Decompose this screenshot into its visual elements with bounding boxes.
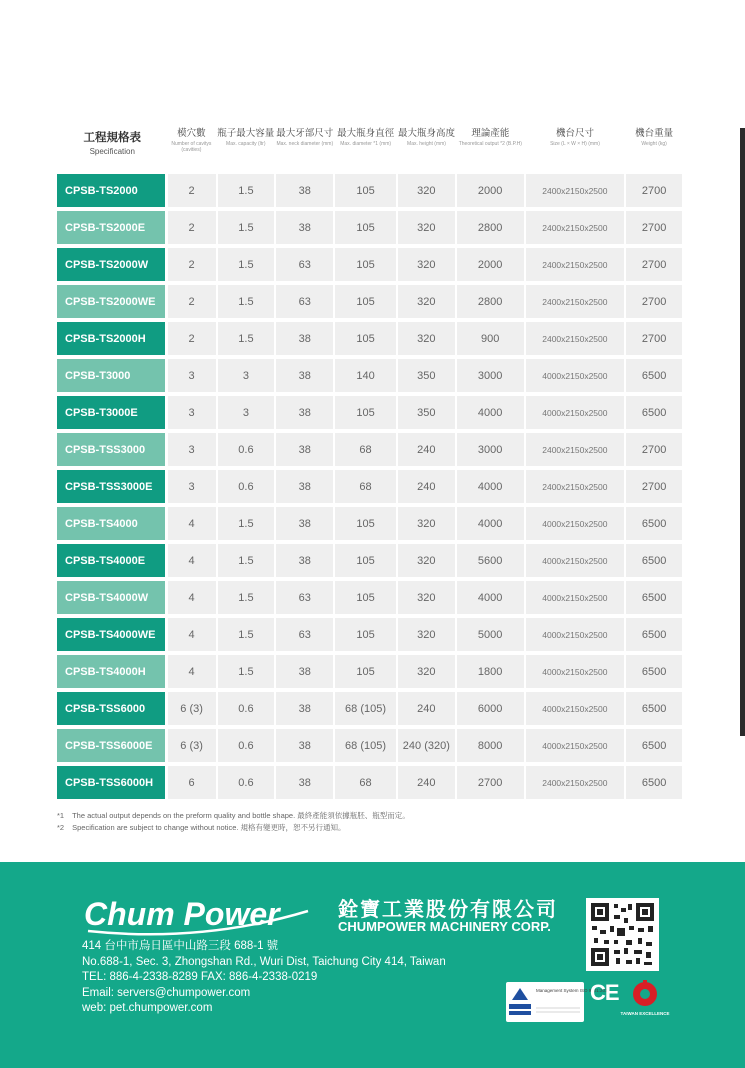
- footnote: [57, 822, 410, 834]
- footnote-text: The actual output depends on the preform quality and bottle shape. 最終產能須依據瓶胚、瓶型而定。: [72, 811, 410, 820]
- table-row: [57, 507, 682, 540]
- header-capacity: [217, 128, 274, 170]
- cell-size: 4000x2150x2500: [526, 692, 625, 725]
- cell-height: 240 (320): [398, 729, 455, 762]
- cell-weight: 6500: [626, 655, 682, 688]
- taiwan-excellence-label: TAIWAN EXCELLENCE: [620, 1011, 670, 1016]
- footnote: [57, 810, 410, 822]
- cell-dia: 105: [335, 581, 396, 614]
- cell-dia: 68: [335, 470, 396, 503]
- cell-neck: 38: [276, 359, 333, 392]
- footnotes: [57, 810, 410, 834]
- cell-cap: 1.5: [218, 544, 275, 577]
- cell-dia: 140: [335, 359, 396, 392]
- model-name: CPSB-TSS3000: [57, 433, 165, 466]
- model-name: CPSB-T3000E: [57, 396, 165, 429]
- cell-size: 2400x2150x2500: [526, 433, 625, 466]
- cell-size: 2400x2150x2500: [526, 174, 625, 207]
- cell-weight: 6500: [626, 581, 682, 614]
- cell-output: 4000: [457, 396, 524, 429]
- cell-neck: 38: [276, 211, 333, 244]
- header-label-en: Max. capacity (ltr): [226, 141, 266, 147]
- header-label-zh: 最大牙部尺寸: [276, 128, 334, 139]
- cell-output: 6000: [457, 692, 524, 725]
- email-link[interactable]: Email: servers@chumpower.com: [82, 986, 251, 999]
- page-edge-strip: [740, 128, 745, 736]
- cell-cap: 1.5: [218, 322, 275, 355]
- phone-fax: TEL: 886-4-2338-8289 FAX: 886-4-2338-0219: [82, 971, 318, 983]
- table-row: [57, 211, 682, 244]
- cell-output: 5000: [457, 618, 524, 651]
- cell-dia: 105: [335, 211, 396, 244]
- cell-neck: 38: [276, 470, 333, 503]
- cell-cav: 4: [168, 544, 216, 577]
- cell-neck: 63: [276, 581, 333, 614]
- cell-weight: 2700: [626, 248, 682, 281]
- cell-output: 2800: [457, 285, 524, 318]
- contact-block: [82, 939, 446, 1017]
- cell-height: 240: [398, 433, 455, 466]
- table-row: [57, 470, 682, 503]
- cell-weight: 6500: [626, 618, 682, 651]
- table-row: [57, 359, 682, 392]
- model-name: CPSB-TS2000W: [57, 248, 165, 281]
- cell-cav: 4: [168, 655, 216, 688]
- table-row: [57, 544, 682, 577]
- table-row: [57, 174, 682, 207]
- table-body: [57, 174, 682, 799]
- qr-code-icon[interactable]: [586, 898, 659, 971]
- cell-height: 320: [398, 211, 455, 244]
- cell-size: 2400x2150x2500: [526, 322, 625, 355]
- cell-dia: 68 (105): [335, 692, 396, 725]
- cell-output: 4000: [457, 581, 524, 614]
- header-cavities: [168, 128, 216, 170]
- model-name: CPSB-TS2000H: [57, 322, 165, 355]
- cell-dia: 105: [335, 544, 396, 577]
- cell-dia: 68: [335, 433, 396, 466]
- cell-neck: 38: [276, 692, 333, 725]
- table-row: [57, 766, 682, 799]
- header-label-en: Max. height (mm): [407, 141, 446, 147]
- taiwan-excellence-icon: [620, 978, 670, 1026]
- cell-cap: 1.5: [218, 581, 275, 614]
- header-title-zh: 工程規格表: [83, 132, 141, 144]
- cell-weight: 2700: [626, 285, 682, 318]
- cell-cav: 4: [168, 507, 216, 540]
- header-label-zh: 機台重量: [635, 128, 674, 139]
- cell-neck: 38: [276, 729, 333, 762]
- cell-weight: 2700: [626, 211, 682, 244]
- cell-neck: 38: [276, 174, 333, 207]
- model-name: CPSB-TS2000WE: [57, 285, 165, 318]
- cell-neck: 38: [276, 766, 333, 799]
- cell-neck: 38: [276, 322, 333, 355]
- cell-neck: 38: [276, 396, 333, 429]
- cell-cap: 1.5: [218, 655, 275, 688]
- model-name: CPSB-TS4000H: [57, 655, 165, 688]
- header-diameter: [335, 128, 396, 170]
- header-title-en: Specification: [89, 147, 135, 156]
- cell-cap: 1.5: [218, 248, 275, 281]
- table-row: [57, 729, 682, 762]
- cell-size: 4000x2150x2500: [526, 618, 625, 651]
- cell-output: 3000: [457, 433, 524, 466]
- model-name: CPSB-TS4000W: [57, 581, 165, 614]
- cell-size: 4000x2150x2500: [526, 359, 625, 392]
- cell-output: 4000: [457, 507, 524, 540]
- cell-dia: 105: [335, 285, 396, 318]
- cell-cap: 0.6: [218, 729, 275, 762]
- cell-weight: 2700: [626, 174, 682, 207]
- cell-neck: 63: [276, 285, 333, 318]
- cell-cap: 0.6: [218, 692, 275, 725]
- cell-cap: 1.5: [218, 174, 275, 207]
- header-weight: [626, 128, 682, 170]
- model-name: CPSB-TS4000: [57, 507, 165, 540]
- cell-neck: 38: [276, 507, 333, 540]
- cell-cav: 2: [168, 248, 216, 281]
- header-spec: [57, 128, 168, 170]
- cell-dia: 105: [335, 618, 396, 651]
- cell-output: 900: [457, 322, 524, 355]
- cell-weight: 6500: [626, 544, 682, 577]
- model-name: CPSB-TS2000: [57, 174, 165, 207]
- cell-height: 350: [398, 359, 455, 392]
- header-label-zh: 最大瓶身直徑: [337, 128, 395, 139]
- cell-output: 4000: [457, 470, 524, 503]
- header-label-zh: 理論產能: [471, 128, 510, 139]
- cell-size: 4000x2150x2500: [526, 729, 625, 762]
- footer-band: [0, 862, 745, 1068]
- cell-cav: 2: [168, 174, 216, 207]
- model-name: CPSB-TS4000E: [57, 544, 165, 577]
- cell-output: 5600: [457, 544, 524, 577]
- cert-label: Management System ISO 9001:2015: [536, 988, 611, 993]
- company-name-en: CHUMPOWER MACHINERY CORP.: [338, 919, 551, 934]
- cell-height: 320: [398, 285, 455, 318]
- cell-height: 320: [398, 581, 455, 614]
- cell-weight: 6500: [626, 507, 682, 540]
- cell-height: 320: [398, 507, 455, 540]
- cell-cap: 1.5: [218, 507, 275, 540]
- cell-cap: 3: [218, 359, 275, 392]
- model-name: CPSB-TSS6000: [57, 692, 165, 725]
- table-row: [57, 285, 682, 318]
- cell-size: 2400x2150x2500: [526, 285, 625, 318]
- cell-weight: 2700: [626, 322, 682, 355]
- table-header: [57, 128, 682, 170]
- cell-output: 1800: [457, 655, 524, 688]
- cell-output: 2000: [457, 248, 524, 281]
- footnote-mark: *1: [57, 811, 65, 820]
- model-name: CPSB-TS2000E: [57, 211, 165, 244]
- cell-neck: 63: [276, 618, 333, 651]
- cell-height: 320: [398, 655, 455, 688]
- cell-cav: 6 (3): [168, 729, 216, 762]
- cell-weight: 6500: [626, 692, 682, 725]
- cell-cap: 1.5: [218, 285, 275, 318]
- cell-cap: 0.6: [218, 470, 275, 503]
- footnote-mark: *2: [57, 823, 65, 832]
- model-name: CPSB-TS4000WE: [57, 618, 165, 651]
- cell-dia: 105: [335, 655, 396, 688]
- model-name: CPSB-TSS6000E: [57, 729, 165, 762]
- cell-cav: 4: [168, 618, 216, 651]
- table-row: [57, 692, 682, 725]
- table-row: [57, 655, 682, 688]
- cell-dia: 68: [335, 766, 396, 799]
- table-row: [57, 322, 682, 355]
- model-name: CPSB-TSS6000H: [57, 766, 165, 799]
- cell-height: 350: [398, 396, 455, 429]
- header-label-en: Number of cavitys (cavities): [171, 141, 212, 153]
- cell-weight: 2700: [626, 433, 682, 466]
- cell-size: 4000x2150x2500: [526, 581, 625, 614]
- cell-cap: 1.5: [218, 618, 275, 651]
- cell-cav: 3: [168, 433, 216, 466]
- cell-neck: 38: [276, 655, 333, 688]
- company-name-zh: 銓寶工業股份有限公司: [338, 899, 558, 921]
- cell-cav: 3: [168, 396, 216, 429]
- cell-height: 320: [398, 618, 455, 651]
- cell-height: 320: [398, 544, 455, 577]
- cell-weight: 6500: [626, 359, 682, 392]
- cell-height: 320: [398, 174, 455, 207]
- model-name: CPSB-T3000: [57, 359, 165, 392]
- cell-output: 2800: [457, 211, 524, 244]
- header-neck: [276, 128, 333, 170]
- cell-cap: 3: [218, 396, 275, 429]
- cell-weight: 6500: [626, 766, 682, 799]
- cell-cav: 3: [168, 359, 216, 392]
- cell-dia: 105: [335, 248, 396, 281]
- table-row: [57, 581, 682, 614]
- cell-weight: 6500: [626, 396, 682, 429]
- cell-cap: 0.6: [218, 433, 275, 466]
- table-row: [57, 248, 682, 281]
- chum-power-logo: [82, 891, 314, 941]
- cell-cav: 3: [168, 470, 216, 503]
- cell-size: 4000x2150x2500: [526, 544, 625, 577]
- header-label-zh: 機台尺寸: [555, 128, 594, 139]
- header-label-en: Size (L × W × H) (mm): [550, 141, 600, 147]
- cell-size: 2400x2150x2500: [526, 248, 625, 281]
- table-row: [57, 433, 682, 466]
- cell-height: 240: [398, 766, 455, 799]
- header-label-zh: 模穴數: [177, 128, 206, 139]
- cell-size: 2400x2150x2500: [526, 470, 625, 503]
- table-row: [57, 396, 682, 429]
- header-label-en: Max. neck diameter (mm): [276, 141, 334, 147]
- cell-output: 8000: [457, 729, 524, 762]
- cell-height: 320: [398, 322, 455, 355]
- header-size: [526, 128, 625, 170]
- header-label-en: Max. diameter *1 (mm): [340, 141, 392, 147]
- ce-mark-icon: CE: [590, 980, 619, 1005]
- cell-size: 2400x2150x2500: [526, 766, 625, 799]
- cell-height: 240: [398, 692, 455, 725]
- cell-dia: 105: [335, 322, 396, 355]
- cell-cav: 4: [168, 581, 216, 614]
- header-label-zh: 最大瓶身高度: [398, 128, 456, 139]
- cell-dia: 68 (105): [335, 729, 396, 762]
- cell-dia: 105: [335, 174, 396, 207]
- cell-height: 240: [398, 470, 455, 503]
- cell-output: 2000: [457, 174, 524, 207]
- spec-table: [57, 128, 682, 803]
- address-zh: 414 台中市烏日區中山路三段 688-1 號: [82, 940, 279, 952]
- cell-dia: 105: [335, 507, 396, 540]
- cell-cav: 2: [168, 285, 216, 318]
- footnote-text: Specification are subject to change without notice. 規格有變更時，恕不另行通知。: [72, 823, 346, 832]
- cell-size: 4000x2150x2500: [526, 655, 625, 688]
- cell-size: 4000x2150x2500: [526, 507, 625, 540]
- web-link[interactable]: web: pet.chumpower.com: [82, 1002, 213, 1014]
- cell-height: 320: [398, 248, 455, 281]
- cell-output: 3000: [457, 359, 524, 392]
- cell-cap: 0.6: [218, 766, 275, 799]
- logo-text: Chum Power: [84, 896, 280, 932]
- model-name: CPSB-TSS3000E: [57, 470, 165, 503]
- header-label-en: Weight (kg): [641, 141, 667, 147]
- address-en: No.688-1, Sec. 3, Zhongshan Rd., Wuri Dist, Taichung City 414, Taiwan: [82, 955, 446, 968]
- cell-size: 2400x2150x2500: [526, 211, 625, 244]
- cell-cav: 6: [168, 766, 216, 799]
- cell-dia: 105: [335, 396, 396, 429]
- cell-output: 2700: [457, 766, 524, 799]
- header-label-zh: 瓶子最大容量: [217, 128, 275, 139]
- cell-weight: 6500: [626, 729, 682, 762]
- cell-weight: 2700: [626, 470, 682, 503]
- cell-cav: 6 (3): [168, 692, 216, 725]
- cell-neck: 38: [276, 433, 333, 466]
- cell-cav: 2: [168, 211, 216, 244]
- header-label-en: Theoretical output *2 (B.P.H): [458, 141, 522, 147]
- cell-neck: 63: [276, 248, 333, 281]
- cell-cap: 1.5: [218, 211, 275, 244]
- cell-cav: 2: [168, 322, 216, 355]
- cell-size: 4000x2150x2500: [526, 396, 625, 429]
- cell-neck: 38: [276, 544, 333, 577]
- header-height: [398, 128, 455, 170]
- header-output: [457, 128, 524, 170]
- table-row: [57, 618, 682, 651]
